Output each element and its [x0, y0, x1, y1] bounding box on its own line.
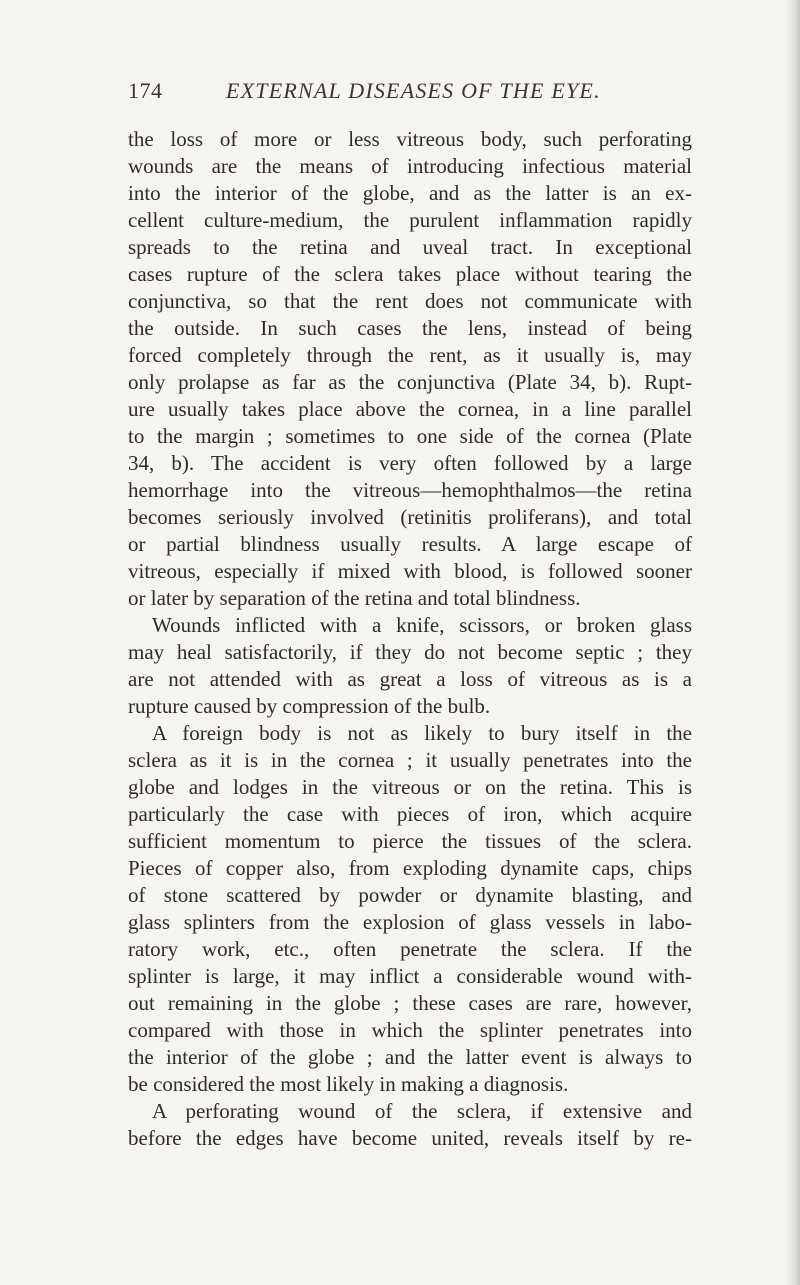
- text-line: out remaining in the globe ; these cases are rare, however,: [128, 991, 692, 1015]
- text-line: forced completely through the rent, as it usually is, may: [128, 343, 692, 367]
- text-line-indented: A foreign body is not as likely to bury itself in the: [152, 721, 692, 745]
- page-number: 174: [128, 78, 163, 103]
- text-line: the outside. In such cases the lens, instead of being: [128, 316, 692, 340]
- text-line: cases rupture of the sclera takes place without tearing the: [128, 262, 692, 286]
- text-line: spreads to the retina and uveal tract. In exceptional: [128, 235, 692, 259]
- text-line: before the edges have become united, reveals itself by re-: [128, 1126, 692, 1150]
- body-text: [128, 126, 692, 1152]
- page-edge-shadow: [786, 0, 800, 1285]
- running-head: EXTERNAL DISEASES OF THE EYE.: [226, 78, 601, 103]
- text-line: particularly the case with pieces of iron, which acquire: [128, 802, 692, 826]
- text-line: hemorrhage into the vitreous—hemophthalmos—the retina: [128, 478, 692, 502]
- text-line: sclera as it is in the cornea ; it usually penetrates into the: [128, 748, 692, 772]
- text-line-indented: A perforating wound of the sclera, if extensive and: [152, 1099, 692, 1123]
- text-line: 34, b). The accident is very often followed by a large: [128, 451, 692, 475]
- page-header: [128, 78, 688, 110]
- text-line: sufficient momentum to pierce the tissues of the sclera.: [128, 829, 692, 853]
- text-line: may heal satisfactorily, if they do not become septic ; they: [128, 640, 692, 664]
- text-line: to the margin ; sometimes to one side of the cornea (Plate: [128, 424, 692, 448]
- text-line: vitreous, especially if mixed with blood, is followed sooner: [128, 559, 692, 583]
- text-line: ure usually takes place above the cornea, in a line parallel: [128, 397, 692, 421]
- text-line: becomes seriously involved (retinitis proliferans), and total: [128, 505, 692, 529]
- text-line: into the interior of the globe, and as the latter is an ex-: [128, 181, 692, 205]
- text-line: conjunctiva, so that the rent does not communicate with: [128, 289, 692, 313]
- text-line: the loss of more or less vitreous body, such perforating: [128, 127, 692, 151]
- text-line: only prolapse as far as the conjunctiva (Plate 34, b). Rupt-: [128, 370, 692, 394]
- text-line: or later by separation of the retina and total blindness.: [128, 586, 581, 610]
- text-line: globe and lodges in the vitreous or on the retina. This is: [128, 775, 692, 799]
- text-line: glass splinters from the explosion of glass vessels in labo-: [128, 910, 692, 934]
- text-line: wounds are the means of introducing infectious material: [128, 154, 692, 178]
- text-line: Pieces of copper also, from exploding dynamite caps, chips: [128, 856, 692, 880]
- text-line-indented: Wounds inflicted with a knife, scissors, or broken glass: [152, 613, 692, 637]
- text-line: ratory work, etc., often penetrate the sclera. If the: [128, 937, 692, 961]
- text-line: splinter is large, it may inflict a considerable wound with-: [128, 964, 692, 988]
- text-line: are not attended with as great a loss of vitreous as is a: [128, 667, 692, 691]
- text-line: compared with those in which the splinter penetrates into: [128, 1018, 692, 1042]
- text-line: or partial blindness usually results. A large escape of: [128, 532, 692, 556]
- text-line: the interior of the globe ; and the latter event is always to: [128, 1045, 692, 1069]
- text-line: of stone scattered by powder or dynamite blasting, and: [128, 883, 692, 907]
- text-line: be considered the most likely in making a diagnosis.: [128, 1072, 569, 1096]
- text-line: rupture caused by compression of the bulb.: [128, 694, 491, 718]
- text-line: cellent culture-medium, the purulent inflammation rapidly: [128, 208, 692, 232]
